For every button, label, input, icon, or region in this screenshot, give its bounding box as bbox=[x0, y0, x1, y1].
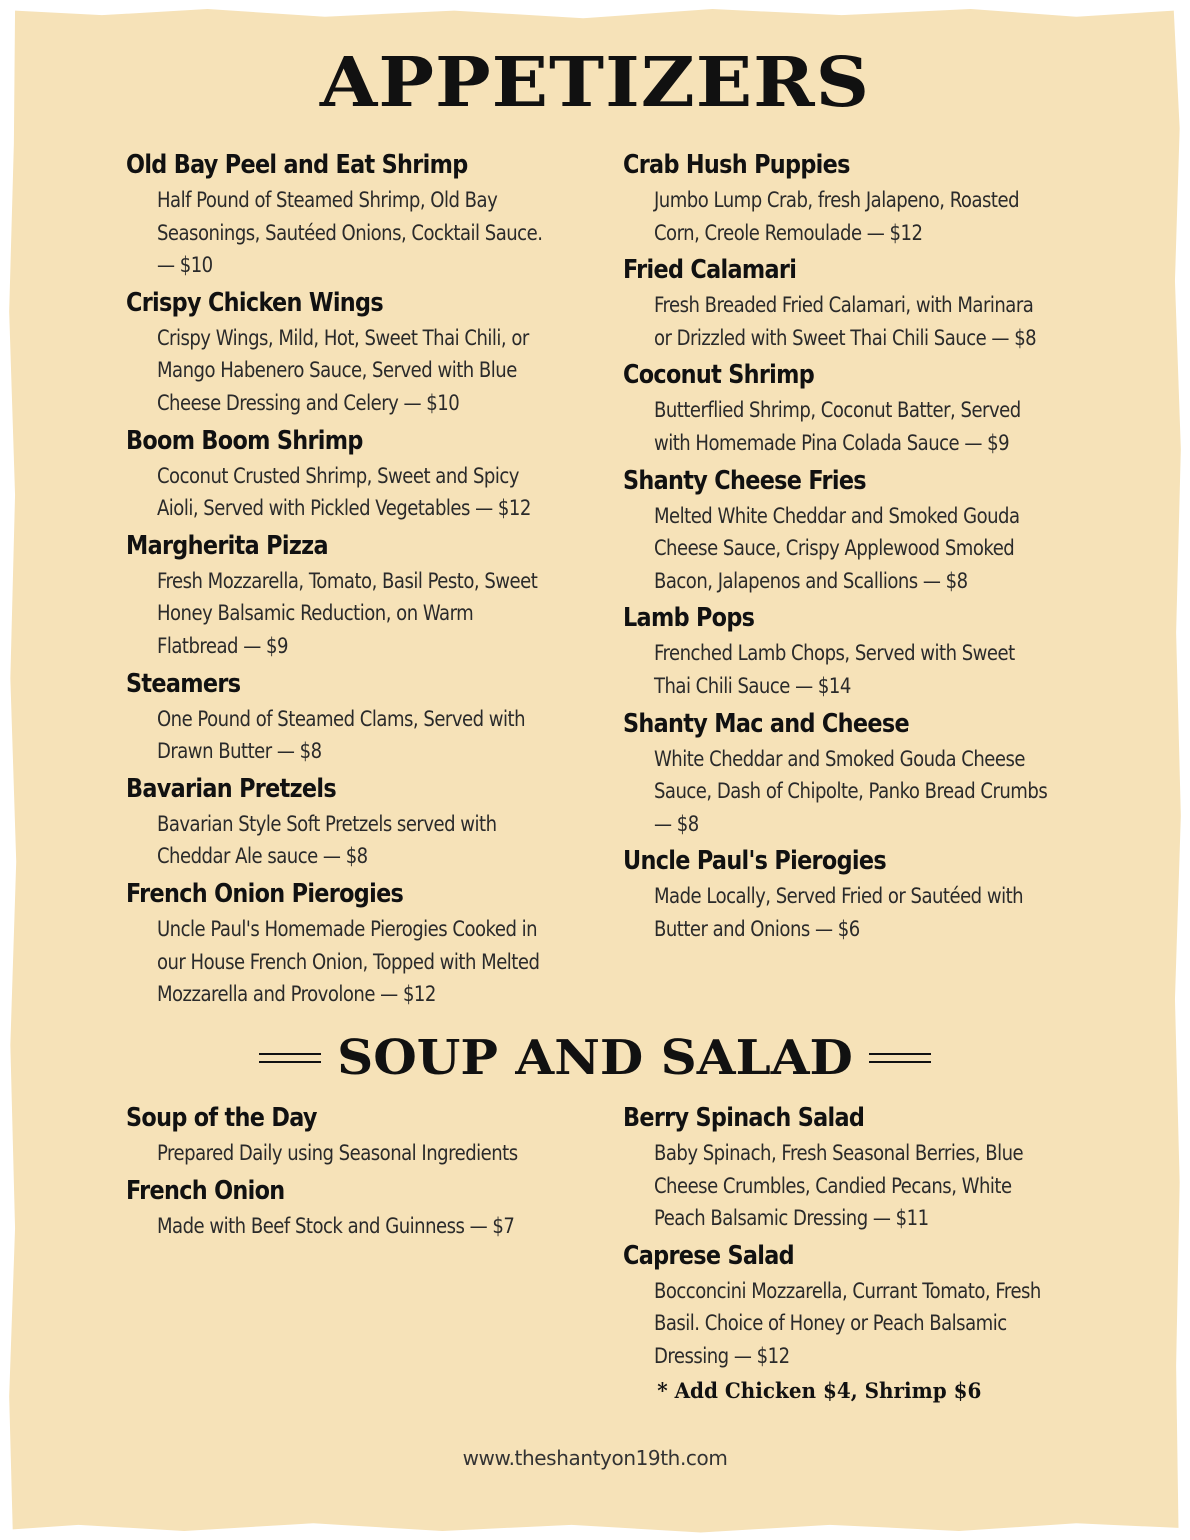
menu-item bbox=[126, 665, 566, 768]
item-description: Made with Beef Stock and Guinness — $7 bbox=[156, 1213, 515, 1238]
website-link[interactable]: www.theshantyon19th.com bbox=[462, 1446, 728, 1470]
menu-item bbox=[126, 875, 566, 1011]
double-rule-left bbox=[259, 1053, 321, 1063]
item-description: Frenched Lamb Chops, Served with Sweet Thai Chili Sauce — $14 bbox=[653, 641, 1015, 698]
item-name: Bavarian Pretzels bbox=[126, 773, 337, 804]
item-name: Boom Boom Shrimp bbox=[126, 425, 363, 456]
item-description: Prepared Daily using Seasonal Ingredients bbox=[156, 1141, 518, 1165]
item-description: Jumbo Lump Crab, fresh Jalapeno, Roasted Corn, Creole Remoulade — $12 bbox=[653, 188, 1020, 245]
menu-item bbox=[623, 1099, 1063, 1235]
item-name: Crab Hush Puppies bbox=[623, 150, 850, 180]
item-description: Melted White Cheddar and Smoked Gouda Cheese Sauce, Crispy Applewood Smoked Bacon, Jalapenos and Scallions — $8 bbox=[653, 503, 1020, 593]
appetizers-left-column bbox=[126, 146, 566, 1013]
menu-item bbox=[126, 146, 566, 282]
item-description: Coconut Crusted Shrimp, Sweet and Spicy Aioli, Served with Pickled Vegetables — $12 bbox=[156, 463, 531, 521]
menu-item bbox=[623, 705, 1063, 841]
menu-item bbox=[126, 527, 566, 663]
item-name: Crispy Chicken Wings bbox=[126, 287, 383, 318]
item-name: French Onion bbox=[126, 1175, 285, 1206]
menu-item bbox=[126, 284, 566, 420]
appetizers-heading: APPETIZERS bbox=[319, 43, 871, 123]
item-name: Uncle Paul's Pierogies bbox=[623, 846, 886, 877]
menu-item bbox=[623, 599, 1063, 702]
soup-salad-header bbox=[0, 1028, 1190, 1088]
item-description: Bavarian Style Soft Pretzels served with Cheddar Ale sauce — $8 bbox=[156, 811, 497, 869]
item-name: Berry Spinach Salad bbox=[623, 1103, 865, 1133]
menu-item bbox=[623, 356, 1063, 459]
menu-item bbox=[126, 1099, 566, 1170]
item-name: Soup of the Day bbox=[126, 1103, 317, 1133]
soup-salad-left-column bbox=[126, 1099, 566, 1244]
menu-item bbox=[623, 1237, 1063, 1373]
item-description: Made Locally, Served Fried or Sautéed with Butter and Onions — $6 bbox=[653, 884, 1024, 941]
item-description: One Pound of Steamed Clams, Served with Drawn Butter — $8 bbox=[156, 706, 526, 764]
menu-item bbox=[623, 842, 1063, 945]
menu-item bbox=[126, 1172, 566, 1243]
menu-item bbox=[126, 422, 566, 525]
item-name: Coconut Shrimp bbox=[623, 360, 815, 391]
item-name: French Onion Pierogies bbox=[126, 878, 404, 909]
item-description: Uncle Paul's Homemade Pierogies Cooked in our House French Onion, Topped with Melted Mozzarella and Provolone — $12 bbox=[156, 916, 540, 1007]
item-description: Butterflied Shrimp, Coconut Batter, Served with Homemade Pina Colada Sauce — $9 bbox=[653, 398, 1021, 455]
double-rule-right bbox=[869, 1053, 931, 1063]
item-description: Crispy Wings, Mild, Hot, Sweet Thai Chili, or Mango Habenero Sauce, Served with Blue Cheese Dressing and Celery — $10 bbox=[156, 325, 529, 415]
item-description: Bocconcini Mozzarella, Currant Tomato, Fresh Basil. Choice of Honey or Peach Balsamic Dressing — $12 bbox=[653, 1278, 1041, 1368]
item-name: Shanty Mac and Cheese bbox=[623, 708, 909, 739]
menu-item bbox=[623, 251, 1063, 354]
appetizers-right-column bbox=[623, 146, 1063, 948]
item-description: Half Pound of Steamed Shrimp, Old Bay Seasonings, Sautéed Onions, Cocktail Sauce. — $10 bbox=[156, 188, 543, 278]
item-name: Fried Calamari bbox=[623, 255, 797, 286]
item-description: Fresh Breaded Fried Calamari, with Marinara or Drizzled with Sweet Thai Chili Sauce — $8 bbox=[653, 293, 1037, 350]
item-name: Lamb Pops bbox=[623, 603, 755, 634]
item-description: Baby Spinach, Fresh Seasonal Berries, Blue Cheese Crumbles, Candied Pecans, White Peach Balsamic Dressing — $11 bbox=[653, 1141, 1024, 1231]
item-description: Fresh Mozzarella, Tomato, Basil Pesto, Sweet Honey Balsamic Reduction, on Warm Flatbread — $9 bbox=[156, 568, 538, 658]
item-name: Old Bay Peel and Eat Shrimp bbox=[126, 150, 468, 180]
soup-salad-right-column bbox=[623, 1099, 1063, 1407]
item-name: Caprese Salad bbox=[623, 1240, 794, 1271]
menu-item bbox=[623, 462, 1063, 598]
item-name: Shanty Cheese Fries bbox=[623, 465, 866, 496]
menu-item bbox=[623, 146, 1063, 249]
item-description: White Cheddar and Smoked Gouda Cheese Sauce, Dash of Chipolte, Panko Bread Crumbs — $8 bbox=[653, 746, 1048, 836]
item-name: Steamers bbox=[126, 668, 241, 699]
soup-salad-heading: SOUP AND SALAD bbox=[337, 1029, 853, 1086]
item-name: Margherita Pizza bbox=[126, 530, 328, 561]
menu-item bbox=[126, 770, 566, 873]
add-protein-note: * Add Chicken $4, Shrimp $6 bbox=[657, 1377, 982, 1403]
